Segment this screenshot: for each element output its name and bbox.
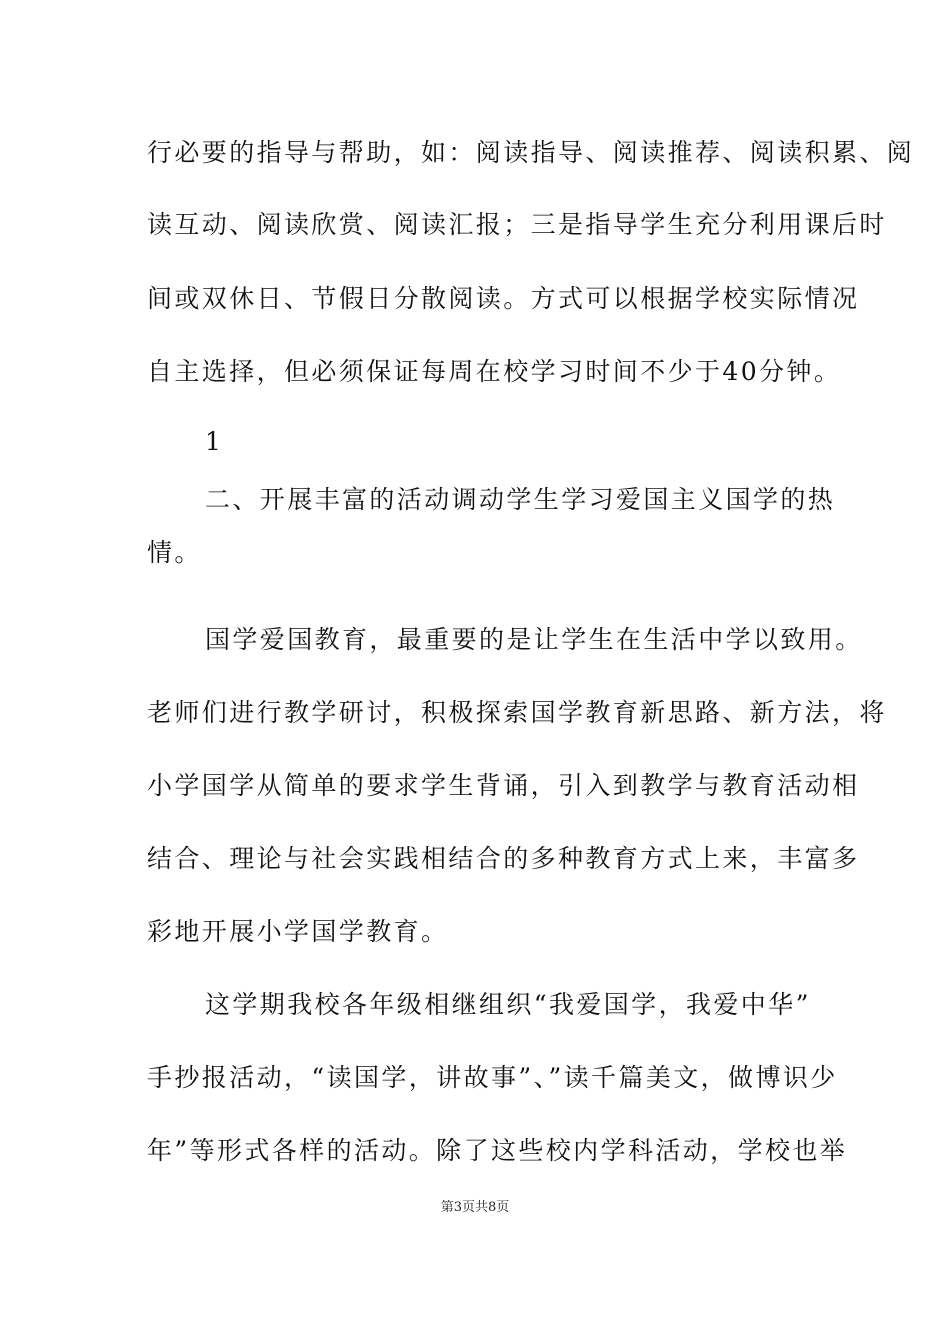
text-line: 读互动、阅读欣赏、阅读汇报；三是指导学生充分利用课后时 (147, 210, 887, 239)
text-line: 手抄报活动，“读国学，讲故事”、”读千篇美文，做博识少 (147, 1063, 838, 1092)
text-line: 自主选择，但必须保证每周在校学习时间不少于40分钟。 (147, 357, 842, 386)
text-line: 彩地开展小学国学教育。 (147, 917, 449, 946)
paragraph-start: 国学爱国教育，最重要的是让学生在生活中学以致用。 (205, 625, 863, 654)
text-line: 行必要的指导与帮助，如：阅读指导、阅读推荐、阅读积累、阅 (147, 138, 915, 167)
text-line: 1 (205, 427, 224, 456)
text-line: 年”等形式各样的活动。除了这些校内学科活动，学校也举 (147, 1136, 848, 1165)
text-line: 结合、理论与社会实践相结合的多种教育方式上来，丰富多 (147, 844, 860, 873)
text-line: 小学国学从简单的要求学生背诵，引入到教学与教育活动相 (147, 771, 860, 800)
text-line: 情。 (147, 538, 202, 567)
page-number-footer: 第3页共8页 (440, 1200, 510, 1215)
text-line: 老师们进行教学研讨，积极探索国学教育新思路、新方法，将 (147, 698, 887, 727)
section-heading: 二、开展丰富的活动调动学生学习爱国主义国学的热 (205, 485, 836, 514)
paragraph-start: 这学期我校各年级相继组织“我爱国学，我爱中华” (205, 990, 811, 1019)
text-line: 间或双休日、节假日分散阅读。方式可以根据学校实际情况 (147, 284, 860, 313)
